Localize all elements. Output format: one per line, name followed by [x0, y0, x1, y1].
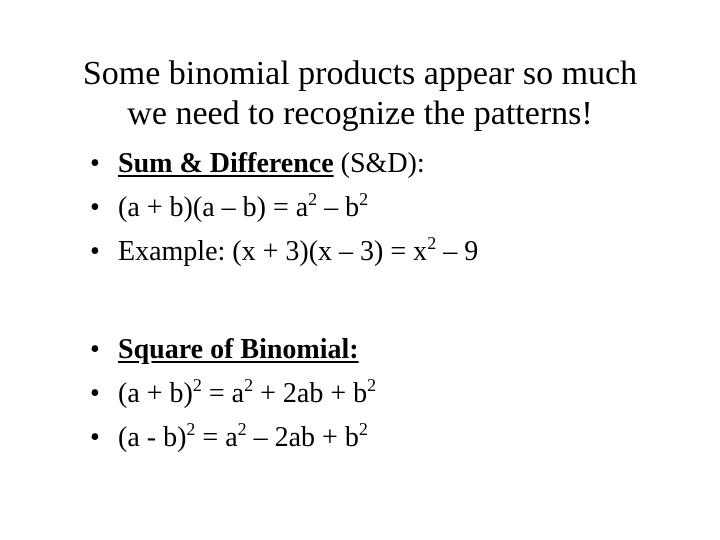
sd-formula-lhs: (a + b)(a – b) = a [118, 192, 309, 223]
sq-plus-e3: 2 [367, 375, 377, 395]
sq-minus-p1: (a - b) [118, 422, 187, 453]
sq-plus-e2: 2 [244, 375, 254, 395]
sd-example-exp1: 2 [427, 233, 437, 253]
bullet-icon: • [90, 192, 100, 223]
list-item-sq-minus [90, 416, 376, 460]
sum-difference-list [90, 142, 478, 274]
bullet-icon: • [90, 148, 100, 179]
list-item-sd-formula [90, 186, 478, 230]
sd-example-lhs: Example: (x + 3)(x – 3) = x [118, 236, 428, 267]
list-item-sq-heading [90, 328, 376, 372]
sd-heading: Sum & Difference [118, 148, 334, 179]
bullet-icon: • [90, 422, 100, 453]
sq-plus-p2: = a [201, 378, 245, 409]
sq-minus-e2: 2 [237, 419, 247, 439]
sd-example-rest: – 9 [436, 236, 479, 267]
sd-formula-exp1: 2 [308, 189, 318, 209]
sq-plus-p3: + 2ab + b [253, 378, 368, 409]
bullet-icon: • [90, 378, 100, 409]
bullet-icon: • [90, 236, 100, 267]
sq-minus-p2: = a [195, 422, 238, 453]
sq-plus-p1: (a + b) [118, 378, 193, 409]
title-line-2: we need to recognize the patterns! [127, 95, 593, 132]
bullet-icon: • [90, 334, 100, 365]
list-item-sd-example [90, 230, 478, 274]
sd-formula-exp2: 2 [359, 189, 369, 209]
sq-minus-e1: 2 [186, 419, 196, 439]
title-line-1: Some binomial products appear so much [82, 55, 638, 92]
square-binomial-list [90, 328, 376, 460]
slide-title [0, 54, 720, 134]
sq-minus-p3: – 2ab + b [246, 422, 359, 453]
list-item-sq-plus [90, 372, 376, 416]
list-item-sd-heading [90, 142, 478, 186]
sq-heading: Square of Binomial: [118, 334, 359, 365]
sq-plus-e1: 2 [192, 375, 202, 395]
sd-heading-suffix: (S&D): [333, 148, 425, 179]
sd-formula-mid: – b [317, 192, 360, 223]
sq-minus-e3: 2 [358, 419, 368, 439]
